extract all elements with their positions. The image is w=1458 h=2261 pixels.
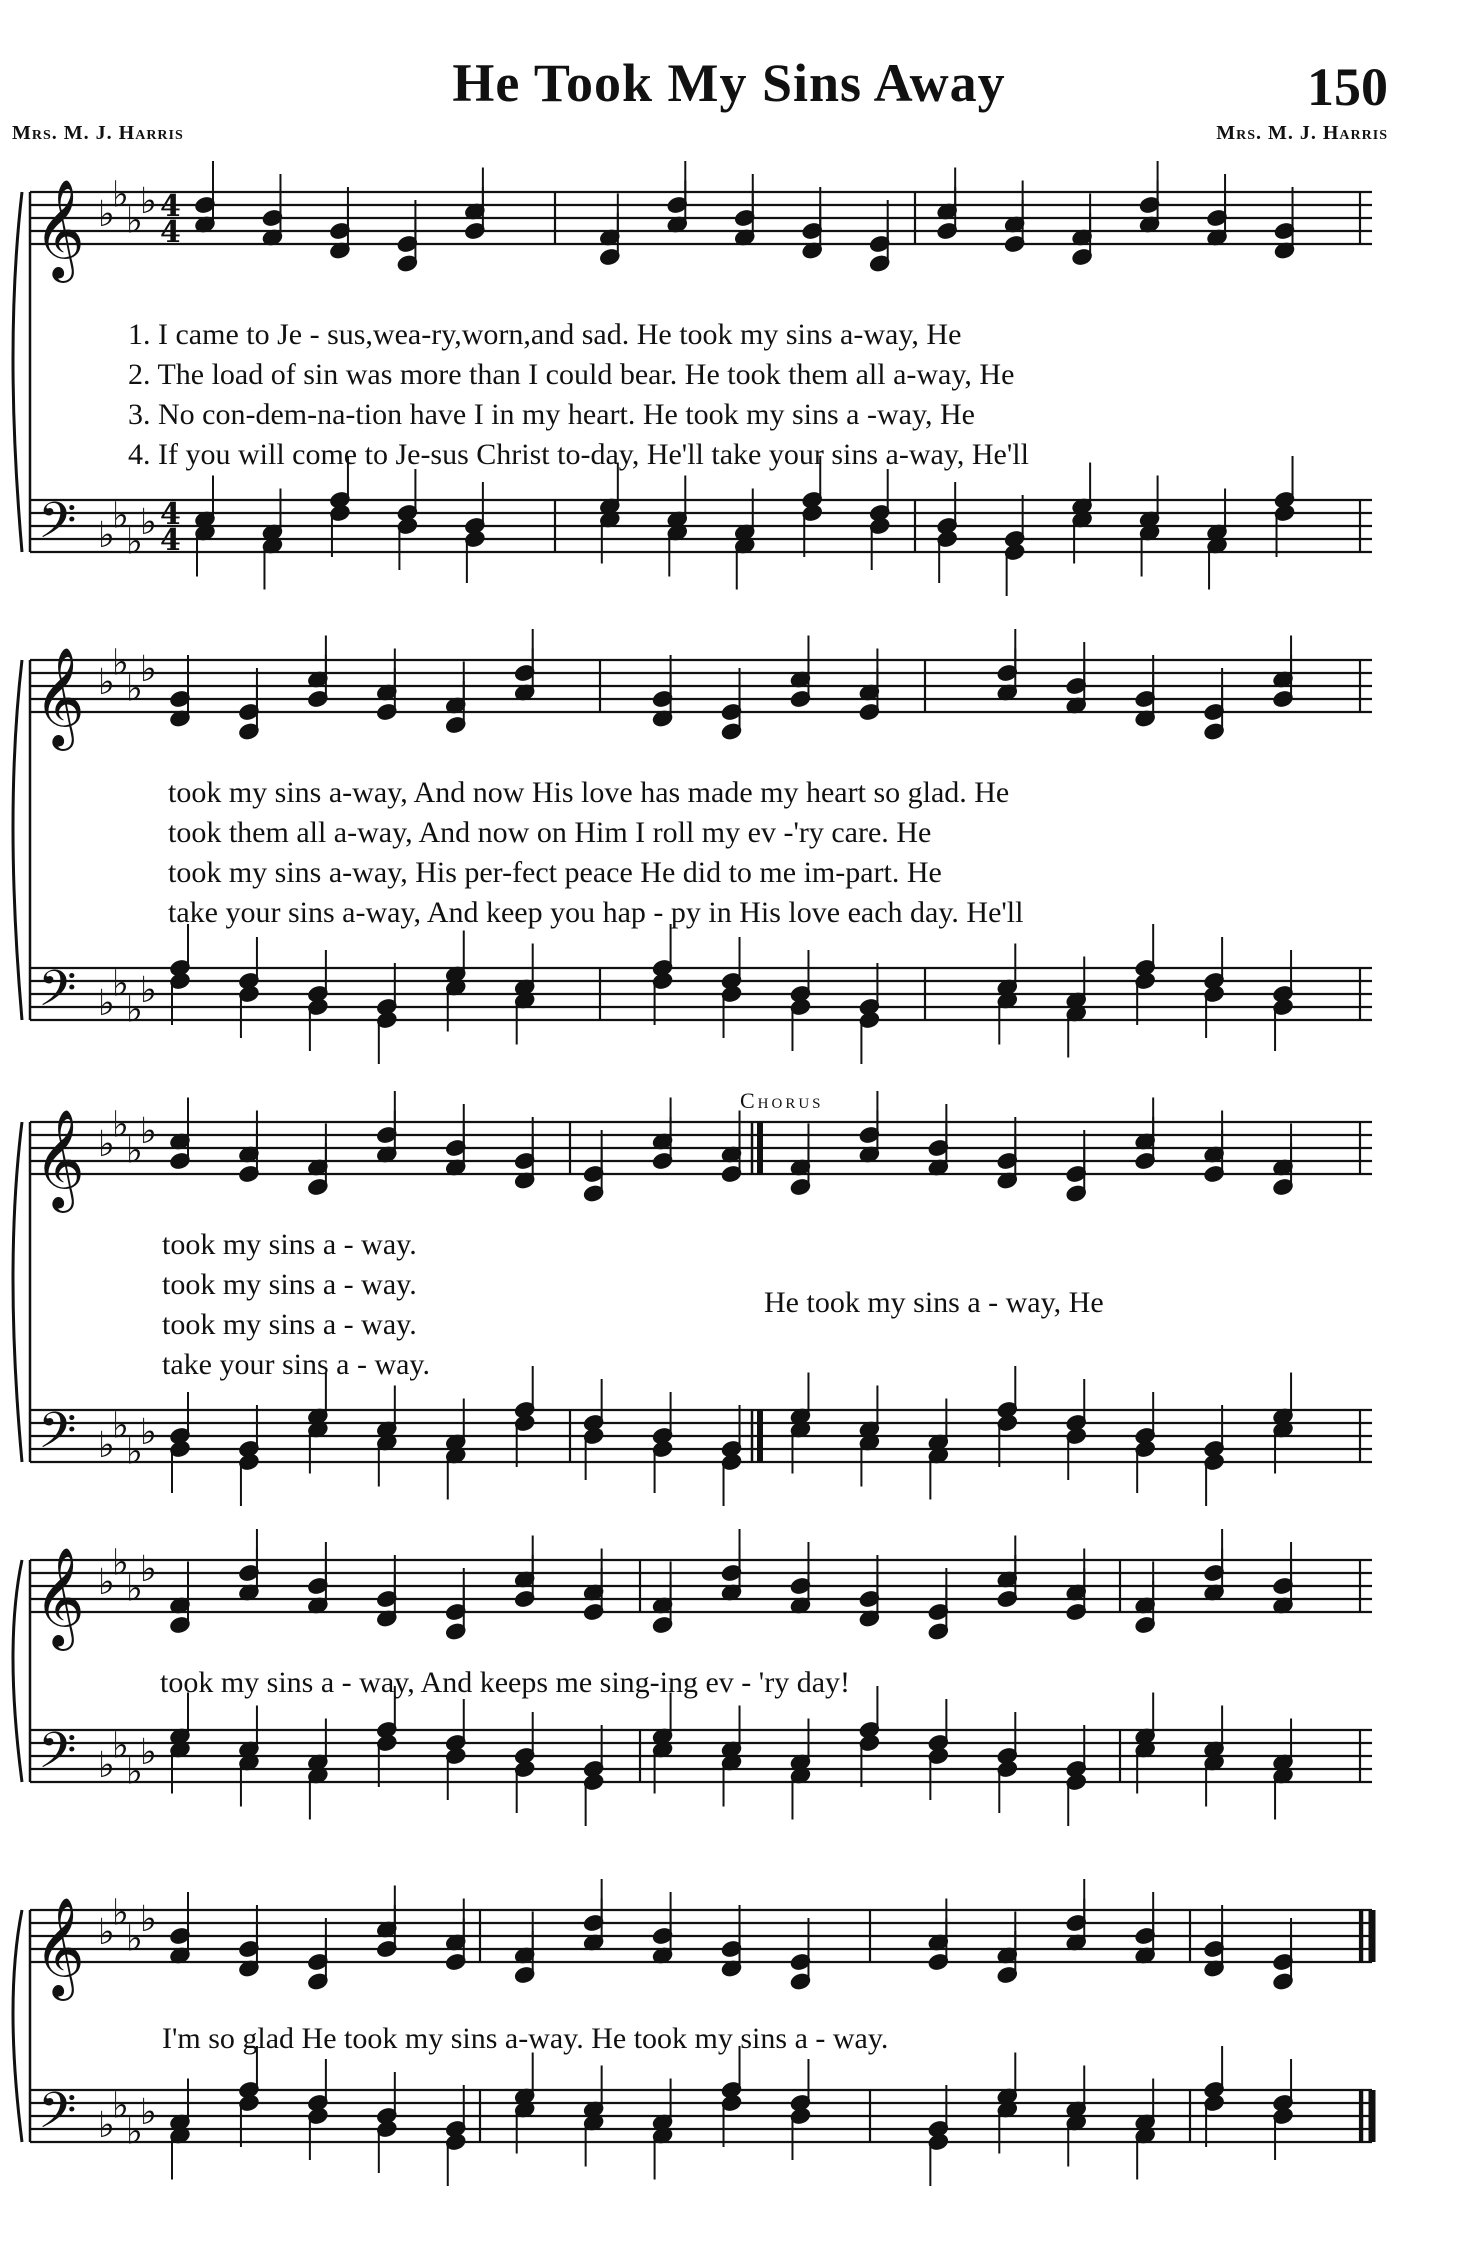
- treble-clef-icon: 𝄞: [34, 179, 85, 279]
- flat-icon: ♭: [112, 1405, 129, 1447]
- treble-clef-icon: 𝄞: [34, 1109, 85, 1209]
- verse-4-line: take your sins a-way, And keep you hap - py in His love each day. He'll: [168, 896, 1024, 929]
- system-brace: [13, 1560, 22, 1782]
- flat-icon: ♭: [126, 1431, 143, 1473]
- verse-4-line: take your sins a - way.: [162, 1348, 430, 1381]
- flat-icon: ♭: [140, 1412, 157, 1453]
- verse-3-line: took my sins a - way.: [162, 1308, 417, 1341]
- chorus-words: took my sins a - way, And keeps me sing-ing ev - 'ry day!: [160, 1666, 850, 1699]
- verse-3-line: 3. No con-dem-na-tion have I in my heart. He took my sins a -way, He: [128, 398, 975, 431]
- chorus-words: He took my sins a - way, He: [764, 1286, 1104, 1319]
- flat-icon: ♭: [112, 495, 129, 537]
- flat-icon: ♭: [98, 1124, 115, 1165]
- flat-icon: ♭: [112, 1542, 129, 1584]
- verse-1-line: took my sins a-way, And now His love has made my heart so glad. He: [168, 776, 1010, 809]
- chorus-words: I'm so glad He took my sins a-way. He took my sins a - way.: [162, 2022, 889, 2055]
- time-signature: 4: [160, 523, 181, 558]
- flat-icon: ♭: [112, 1892, 129, 1934]
- flat-icon: ♭: [126, 1130, 143, 1172]
- flat-icon: ♭: [98, 1425, 115, 1466]
- hymn-number: 150: [1307, 57, 1388, 117]
- flat-icon: ♭: [140, 1732, 157, 1773]
- verse-1-line: took my sins a - way.: [162, 1228, 417, 1261]
- time-signature: 4: [160, 189, 181, 224]
- verse-1-line: 1. I came to Je - sus,wea-ry,worn,and sad. He took my sins a-way, He: [128, 318, 962, 351]
- bass-clef-icon: 𝄢: [38, 960, 77, 1030]
- flat-icon: ♭: [98, 2105, 115, 2146]
- flat-icon: ♭: [126, 200, 143, 242]
- flat-icon: ♭: [112, 963, 129, 1005]
- flat-icon: ♭: [126, 521, 143, 563]
- flat-icon: ♭: [112, 2085, 129, 2127]
- bass-clef-icon: 𝄢: [38, 1722, 77, 1792]
- bass-clef-icon: 𝄢: [38, 1402, 77, 1472]
- flat-icon: ♭: [126, 989, 143, 1031]
- flat-icon: ♭: [112, 174, 129, 216]
- bass-clef-icon: 𝄢: [38, 2082, 77, 2152]
- flat-icon: ♭: [112, 1725, 129, 1767]
- verse-2-line: took my sins a - way.: [162, 1268, 417, 1301]
- flat-icon: ♭: [140, 2092, 157, 2133]
- flat-icon: ♭: [140, 1899, 157, 1940]
- flat-icon: ♭: [98, 662, 115, 703]
- flat-icon: ♭: [98, 1912, 115, 1953]
- flat-icon: ♭: [140, 649, 157, 690]
- system-brace: [13, 1122, 22, 1462]
- flat-icon: ♭: [98, 515, 115, 556]
- chorus-label: Chorus: [740, 1088, 824, 1113]
- bass-clef-icon: 𝄢: [38, 492, 77, 562]
- treble-clef-icon: 𝄞: [34, 647, 85, 747]
- flat-icon: ♭: [126, 2111, 143, 2153]
- treble-clef-icon: 𝄞: [34, 1547, 85, 1647]
- time-signature: 4: [160, 497, 181, 532]
- flat-icon: ♭: [98, 983, 115, 1024]
- system-brace: [13, 660, 22, 1020]
- verse-2-line: 2. The load of sin was more than I could bear. He took them all a-way, He: [128, 358, 1015, 391]
- flat-icon: ♭: [98, 1562, 115, 1603]
- flat-icon: ♭: [126, 1918, 143, 1960]
- flat-icon: ♭: [126, 668, 143, 710]
- verse-3-line: took my sins a-way, His per-fect peace He did to me im-part. He: [168, 856, 942, 889]
- flat-icon: ♭: [140, 1549, 157, 1590]
- words-credit: Mrs. M. J. Harris: [12, 122, 184, 144]
- flat-icon: ♭: [112, 1104, 129, 1146]
- treble-clef-icon: 𝄞: [34, 1897, 85, 1997]
- time-signature: 4: [160, 215, 181, 250]
- verse-2-line: took them all a-way, And now on Him I roll my ev -'ry care. He: [168, 816, 932, 849]
- music-credit: Mrs. M. J. Harris: [1216, 122, 1388, 144]
- flat-icon: ♭: [140, 1111, 157, 1152]
- flat-icon: ♭: [140, 970, 157, 1011]
- system-brace: [13, 1910, 22, 2142]
- flat-icon: ♭: [126, 1751, 143, 1793]
- flat-icon: ♭: [98, 194, 115, 235]
- page-title: He Took My Sins Away: [452, 53, 1006, 113]
- verse-4-line: 4. If you will come to Je-sus Christ to-day, He'll take your sins a-way, He'll: [128, 438, 1029, 471]
- flat-icon: ♭: [126, 1568, 143, 1610]
- flat-icon: ♭: [140, 502, 157, 543]
- flat-icon: ♭: [98, 1745, 115, 1786]
- system-brace: [13, 192, 22, 552]
- flat-icon: ♭: [140, 181, 157, 222]
- flat-icon: ♭: [112, 642, 129, 684]
